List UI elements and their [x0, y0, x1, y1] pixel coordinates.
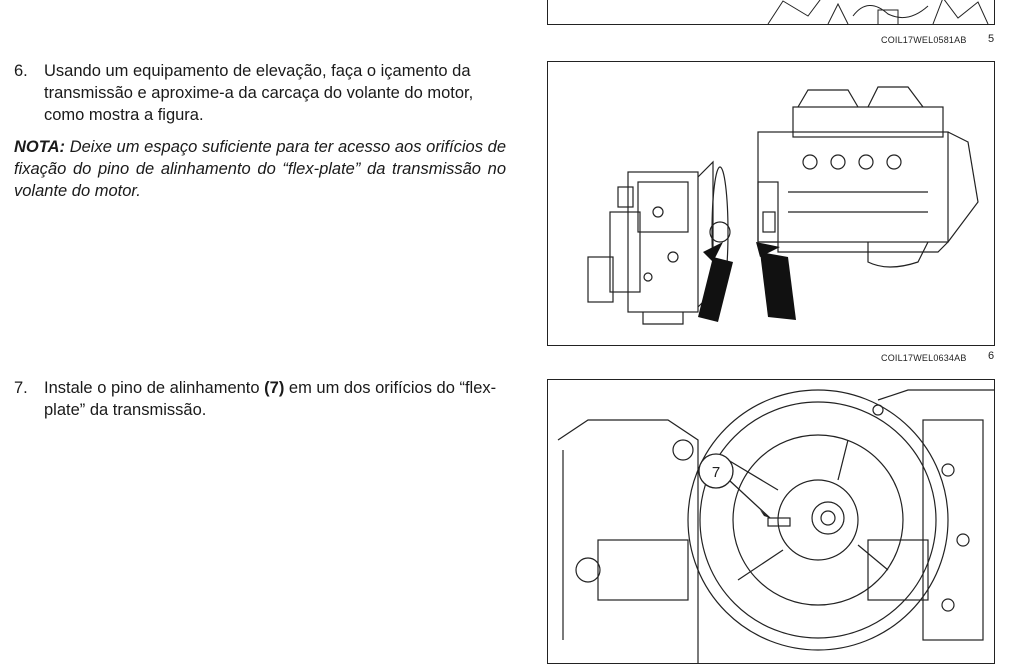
step-text: Usando um equipamento de elevação, faça o içamento da transmissão e aproxime-a da carcaça do volante do motor, como mostra a figura. — [44, 62, 474, 124]
step-number: 7. — [14, 379, 28, 397]
figure-number: 6 — [988, 350, 995, 362]
transmission-engine-illustration — [548, 62, 994, 345]
step-6 — [14, 60, 506, 126]
figure-code: COIL17WEL0634AB — [881, 353, 967, 363]
figure-6-frame — [547, 61, 995, 346]
figure-7-frame — [547, 379, 995, 664]
figure-5-illustration — [548, 0, 994, 24]
note — [14, 136, 506, 202]
figure-code: COIL17WEL0581AB — [881, 35, 967, 45]
step-7 — [14, 377, 506, 421]
figure-5-frame — [547, 0, 995, 25]
note-label: NOTA: — [14, 138, 66, 156]
arrow-right — [760, 252, 796, 320]
note-text: Deixe um espaço suficiente para ter acesso aos orifícios de fixação do pino de alinhamento do “flex-plate” da transmissão no volante do motor. — [14, 138, 507, 200]
callout-label: 7 — [711, 464, 721, 481]
step-text: Instale o pino de alinhamento (7) em um dos orifícios do “flex-plate” da transmissão. — [44, 379, 497, 419]
figure-number: 5 — [988, 33, 995, 45]
flex-plate-illustration — [548, 380, 994, 663]
step-number: 6. — [14, 62, 28, 80]
arrow-left — [698, 257, 733, 322]
